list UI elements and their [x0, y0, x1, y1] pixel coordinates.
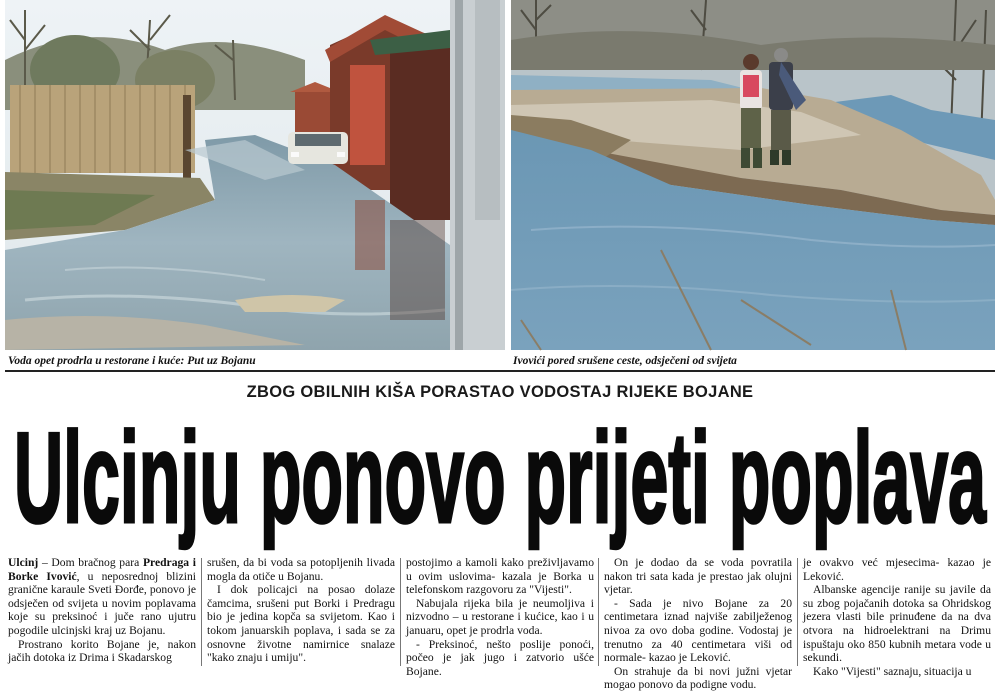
article-column-2: [207, 556, 395, 666]
article-headline: Ulcinju ponovo prijeti poplava: [14, 405, 987, 550]
column-paragraph: Prostrano korito Bojane je, nakon jačih dotoka iz Drima i Skadarskog: [8, 637, 196, 665]
column-paragraph: I dok policajci na posao dolaze čamcima, srušeni put Borki i Predragu bio je jedina kopča sa svijetom. Kao i tokom januarskih poplava, i sada se za osnovne životne namirnice snalaze "kako znaju i umiju".: [207, 583, 395, 665]
headline-block: [0, 404, 1000, 554]
column-paragraph: - Sada je nivo Bojane za 20 centimetara iznad najviše zabilježenog nivoa za ovo doba godine. Vodostaj je trenutno za 40 centimetara viši od normale- kazao je Leković.: [604, 596, 792, 665]
photo-caption-left: Voda opet prodrla u restorane i kuće: Put uz Bojanu: [8, 355, 256, 367]
column-divider: [400, 558, 401, 666]
column-paragraph: On strahuje da bi novi južni vjetar mogao ponovo da podigne vodu.: [604, 664, 792, 692]
lead-names: Predraga i Borke Ivović: [8, 556, 196, 583]
column-paragraph: je ovakvo već mjesecima- kazao je Leković.: [803, 556, 991, 583]
column-paragraph: Albanske agencije ranije su javile da su zbog pojačanih dotoka sa Ohridskog jezera vlasti bile prinuđene da na dva otvora na hidroelektrani na Drimu ispuštaju oko 850 kubnih metara vode u sekundi.: [803, 583, 991, 665]
column-paragraph: srušen, da bi voda sa potopljenih livada mogla da otiče u Bojanu.: [207, 556, 395, 583]
article-kicker: ZBOG OBILNIH KIŠA PORASTAO VODOSTAJ RIJEKE BOJANE: [246, 383, 754, 401]
section-divider: [5, 370, 995, 372]
photo-flooded-road: [5, 0, 505, 350]
column-paragraph: On je dodao da se voda povratila nakon tri sata kada je prestao jak olujni vjetar.: [604, 556, 792, 597]
column-paragraph: postojimo a kamoli kako preživljavamo u ovim uslovima- kazala je Borka u telefonskom razgovoru za "Vijesti".: [406, 556, 594, 597]
photo-caption-right: Ivovići pored srušene ceste, odsječeni od svijeta: [513, 355, 737, 367]
column-paragraph: [8, 556, 196, 638]
article-column-5: [803, 556, 991, 678]
dateline: Ulcinj: [8, 556, 39, 569]
column-divider: [797, 558, 798, 666]
column-divider: [201, 558, 202, 666]
column-paragraph: Kako "Vijesti" saznaju, situacija u: [813, 664, 972, 678]
column-divider: [598, 558, 599, 666]
article-column-3: [406, 556, 594, 678]
column-paragraph: - Preksinoć, nešto poslije ponoći, počeo je jak jugo i zatvorio ušće Bojane.: [406, 637, 594, 678]
article-column-1: [8, 556, 196, 666]
article-column-4: [604, 556, 792, 692]
lead-text: – Dom bračnog para: [38, 556, 143, 569]
photo-destroyed-road: [511, 0, 995, 350]
column-paragraph: Nabujala rijeka bila je neumoljiva i nizvodno – u restorane i kućice, kao i u januaru, opet je prodrla voda.: [406, 596, 594, 637]
lead-text: , u neposrednoj blizini granične karaule Sveti Đorđe, ponovo je odsječen od svijeta u novim poplavama koje su preksinoć i juče rano ujutru pogodile ulcinjski kraj uz Bojanu.: [8, 569, 196, 637]
